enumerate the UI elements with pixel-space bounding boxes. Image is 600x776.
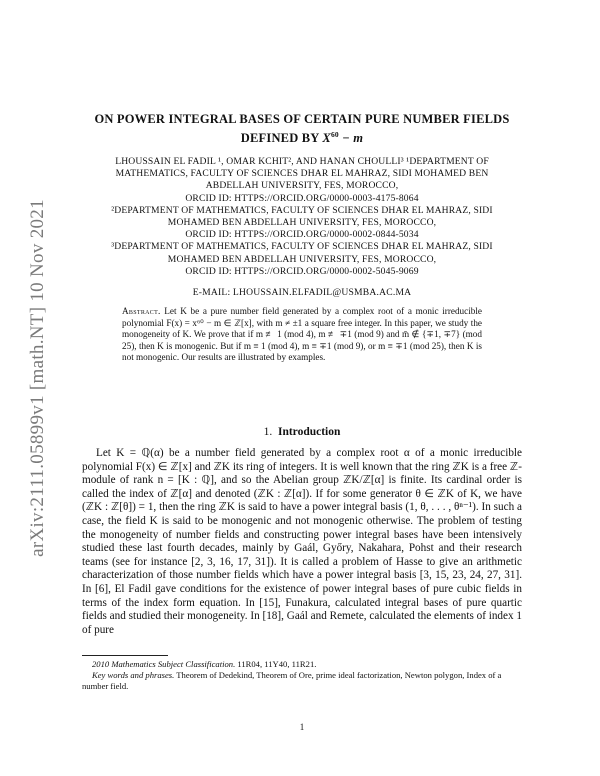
paragraph: Let K = ℚ(α) be a number field generated by a complex root α of a monic irreducible polynomial F(x) ∈ ℤ[x] and ℤK its ring of integers. It is well known that the ring ℤK is a free ℤ-module of rank n = [K : ℚ], and so the Abelian group ℤK/ℤ[α] is finite. Its cardinal order is called the index of ℤ[α] and denoted (ℤK : ℤ[α]). If for some generator θ ∈ ℤK of K, we have (ℤK : ℤ[θ]) = 1, then the ring ℤK is said to have a power integral basis (1, θ, . . . , θⁿ⁻¹). In such a case, the field K is said to be monogenic and not monogenic otherwise. The problem of testing the monogeneity of number fields and constructing power integral bases have been intensively studied these last fourth decades, mainly by Gaál, Győry, Nakahara, Pohst and their research teams (see for instance [2, 3, 16, 17, 31]). It is called a problem of Hasse to give an arithmetic characterization of those number fields which have a power integral basis [3, 15, 23, 24, 27, 31]. In [6], El Fadil gave conditions for the existence of power integral bases of pure cubic fields in terms of the index form equation. In [15], Funakura, calculated integral bases of pure quartic fields and studied their monogeneity. In [18], Gaál and Remete, calculated the elements of index 1 of pure xyxy=(82,447,522,636)
author-line: MOHAMED BEN ABDELLAH UNIVERSITY, FES, MOROCCO, xyxy=(167,217,437,229)
contact-email[interactable]: E-MAIL: LHOUSSAIN.ELFADIL@USMBA.AC.MA xyxy=(192,287,412,298)
footnote-rule xyxy=(82,655,168,656)
footnotes xyxy=(82,659,522,692)
author-line: MOHAMED BEN ABDELLAH UNIVERSITY, FES, MOROCCO, xyxy=(167,253,437,265)
orcid-link[interactable]: ORCID ID: HTTPS://ORCID.ORG/0000-0003-4175-8064 xyxy=(185,192,419,204)
page-number: 1 xyxy=(299,722,305,732)
abstract-label: Abstract. xyxy=(122,306,161,316)
author-line: ²DEPARTMENT OF MATHEMATICS, FACULTY OF SCIENCES DHAR EL MAHRAZ, SIDI xyxy=(111,204,493,216)
abstract-text: Let K be a pure number field generated by a complex root of a monic irreducible polynomial F(x) = x⁶⁰ − m ∈ ℤ[x], with m ≠ ±1 a square free integer. In this paper, we study the monogeneity of K. We prove that if m ≢ 1 (mod 4), m ≢ ∓1 (mod 9) and m̄ ∉ {∓1, ∓7} (mod 25), then K is monogenic. But if m ≡ 1 (mod 4), m ≡ ∓1 (mod 9), or m ≡ ∓1 (mod 25), then K is not monogenic. Our results are illustrated by examples. xyxy=(122,306,482,363)
section-heading xyxy=(82,426,522,438)
author-line: LHOUSSAIN EL FADIL ¹, OMAR KCHIT², AND HANAN CHOULLI³ ¹DEPARTMENT OF xyxy=(115,156,489,167)
keywords-footnote: Key words and phrases. Theorem of Dedekind, Theorem of Ore, prime ideal factorization, Newton polygon, Index of a number field. xyxy=(82,670,502,691)
paper-title xyxy=(82,112,522,146)
author-line: ³DEPARTMENT OF MATHEMATICS, FACULTY OF SCIENCES DHAR EL MAHRAZ, SIDI xyxy=(111,241,493,253)
author-line: ABDELLAH UNIVERSITY, FES, MOROCCO, xyxy=(205,180,399,192)
arxiv-stamp xyxy=(18,188,58,568)
section-number: 1. xyxy=(263,426,273,438)
body-text xyxy=(82,447,522,637)
title-line-2: DEFINED BY $X^{60} - m$ xyxy=(240,130,364,146)
author-line: MATHEMATICS, FACULTY OF SCIENCES DHAR EL MAHRAZ, SIDI MOHAMED BEN xyxy=(115,168,489,180)
section-title: Introduction xyxy=(277,426,341,438)
abstract xyxy=(122,306,482,364)
arxiv-identifier: arXiv:2111.05899v1 [math.NT] 10 Nov 2021 xyxy=(27,199,48,557)
orcid-link[interactable]: ORCID ID: HTTPS://ORCID.ORG/0000-0002-5045-9069 xyxy=(185,265,419,277)
orcid-link[interactable]: ORCID ID: HTTPS://ORCID.ORG/0000-0002-0844-5034 xyxy=(185,229,419,241)
msc-footnote: 2010 Mathematics Subject Classification. 11R04, 11Y40, 11R21. xyxy=(92,659,317,669)
title-line-1: ON POWER INTEGRAL BASES OF CERTAIN PURE NUMBER FIELDS xyxy=(94,112,510,126)
author-affiliations xyxy=(82,156,522,278)
